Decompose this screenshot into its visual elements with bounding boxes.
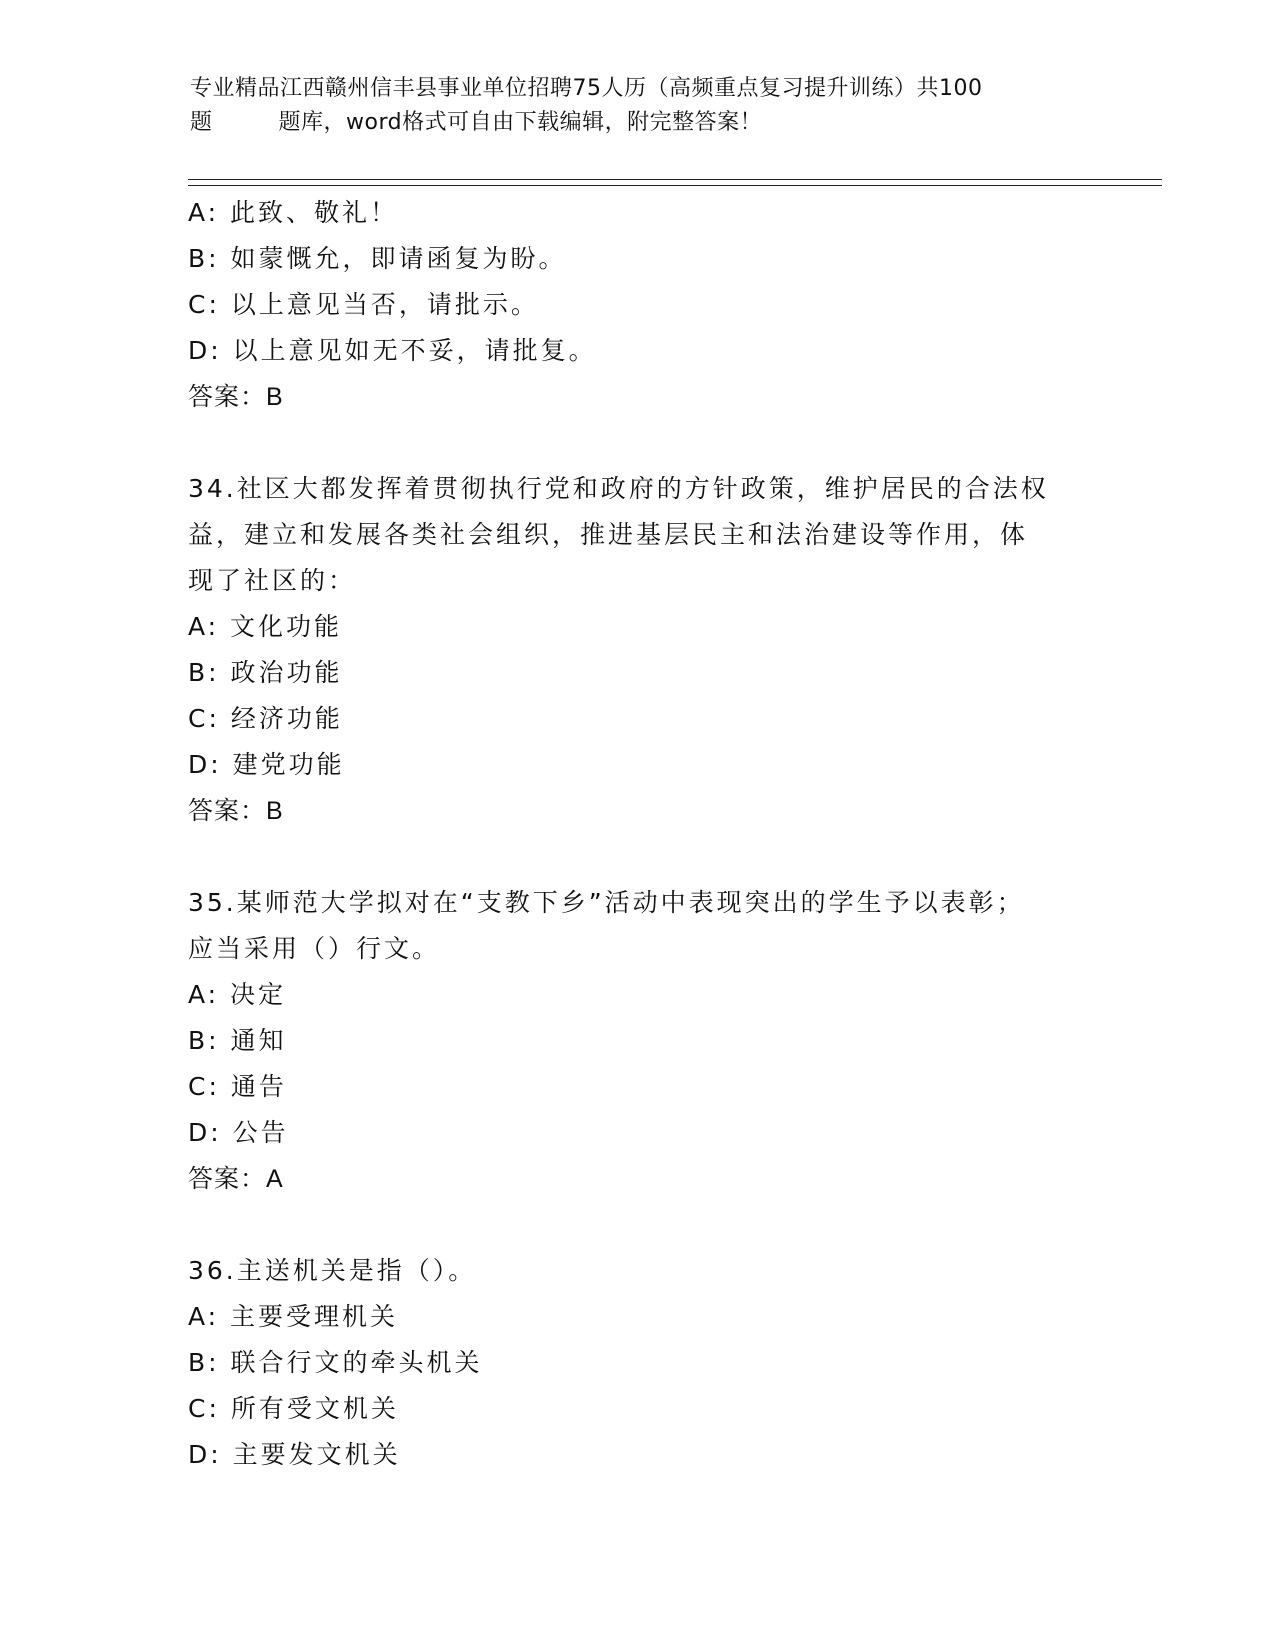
question-stem <box>188 466 1088 604</box>
option-b: B: 通知 <box>188 1026 287 1055</box>
option-d: D: 主要发文机关 <box>188 1440 401 1469</box>
option-c: C: 经济功能 <box>188 704 343 733</box>
stem-line: 应当采用（）行文。 <box>188 934 441 963</box>
question-stem <box>188 1248 1088 1294</box>
option-d: D: 公告 <box>188 1118 289 1147</box>
question-35 <box>188 880 1088 1202</box>
answer-line: 答案：B <box>188 383 284 411</box>
option-a: A: 此致、敬礼！ <box>188 198 399 227</box>
question-36 <box>188 1248 1088 1478</box>
stem-line: 益，建立和发展各类社会组织，推进基层民主和法治建设等作用，体 <box>188 520 1029 549</box>
document-header <box>190 72 1090 140</box>
option-a: A: 主要受理机关 <box>188 1302 399 1331</box>
option-b: B: 如蒙慨允，即请函复为盼。 <box>188 244 567 273</box>
option-d: D: 以上意见如无不妥，请批复。 <box>188 336 597 365</box>
option-c: C: 通告 <box>188 1072 287 1101</box>
answer-line: 答案：A <box>188 1165 284 1193</box>
question-list <box>188 190 1088 1478</box>
question-34 <box>188 466 1088 834</box>
question-carryover <box>188 190 1088 420</box>
option-c: C: 以上意见当否，请批示。 <box>188 290 539 319</box>
header-title-fragment: 题 <box>190 110 213 135</box>
option-b: B: 联合行文的牵头机关 <box>188 1348 483 1377</box>
stem-line: 36.主送机关是指（）。 <box>188 1256 477 1285</box>
option-a: A: 文化功能 <box>188 612 343 641</box>
stem-line: 34.社区大都发挥着贯彻执行党和政府的方针政策，维护居民的合法权 <box>188 474 1049 503</box>
option-d: D: 建党功能 <box>188 750 345 779</box>
header-title-line-1: 专业精品江西赣州信丰县事业单位招聘75人历（高频重点复习提升训练）共100 <box>190 76 983 101</box>
option-b: B: 政治功能 <box>188 658 343 687</box>
header-title-fragment: 题库，word格式可自由下载编辑，附完整答案！ <box>278 110 763 135</box>
answer-line: 答案：B <box>188 797 284 825</box>
header-divider-bottom <box>188 185 1162 186</box>
option-a: A: 决定 <box>188 980 287 1009</box>
stem-line: 35.某师范大学拟对在“支教下乡”活动中表现突出的学生予以表彰； <box>188 888 1025 917</box>
stem-line: 现了社区的： <box>188 566 357 595</box>
option-c: C: 所有受文机关 <box>188 1394 399 1423</box>
header-divider-top <box>188 179 1162 180</box>
header-title-line-2 <box>190 106 1090 140</box>
question-stem <box>188 880 1088 972</box>
